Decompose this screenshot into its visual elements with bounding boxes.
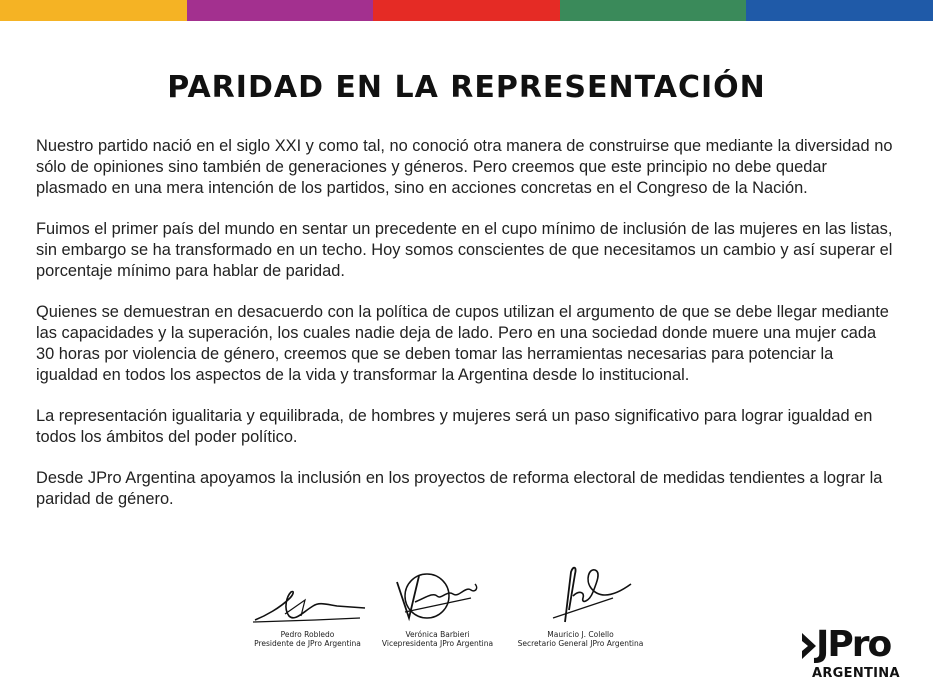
stripe-purple <box>187 0 374 21</box>
signer-name: Mauricio J. Colello <box>547 630 614 639</box>
signer-role: Vicepresidenta JPro Argentina <box>381 639 494 648</box>
color-stripe-bar <box>0 0 933 21</box>
signature-pedro-robledo-image <box>245 578 370 630</box>
signer-role: Presidente de JPro Argentina <box>254 639 361 648</box>
logo-wordmark: JPro <box>816 624 891 665</box>
signature-block-president <box>245 578 370 648</box>
signature-block-vicepresident <box>375 568 500 648</box>
jpro-logo <box>800 625 905 685</box>
paragraph-2: Fuimos el primer país del mundo en sentar un precedente en el cupo mínimo de inclusión de las mujeres en las listas, sin embargo se ha transformado en un techo. Hoy somos conscientes de que necesitamos un cambio y así superar el porcentaje mínimo para hablar de paridad. <box>36 220 893 280</box>
logo-subtitle: ARGENTINA <box>812 666 900 681</box>
stripe-yellow <box>0 0 187 21</box>
paragraph-3: Quienes se demuestran en desacuerdo con la política de cupos utilizan el argumento de que se debe llegar mediante las capacidades y la superación, los cuales nadie deja de lado. Pero en una sociedad donde muere una mujer cada 30 horas por violencia de género, creemos que se deben tomar las herramientas necesarias para potenciar la igualdad en todos los aspectos de la vida y transformar la Argentina desde lo institucional. <box>36 303 889 384</box>
paragraph-4: La representación igualitaria y equilibrada, de hombres y mujeres será un paso significativo para lograr igualdad en todos los ámbitos del poder político. <box>36 407 873 446</box>
signature-block-secretary <box>513 562 648 648</box>
stripe-red <box>373 0 560 21</box>
document-body <box>36 136 898 530</box>
signer-name: Verónica Barbieri <box>405 630 470 639</box>
signature-veronica-barbieri-image <box>375 568 500 630</box>
signer-role: Secretario General JPro Argentina <box>517 639 644 648</box>
stripe-green <box>560 0 747 21</box>
paragraph-1: Nuestro partido nació en el siglo XXI y como tal, no conoció otra manera de construirse que mediante la diversidad no sólo de opiniones sino también de generaciones y géneros. Pero creemos que este principio no debe quedar plasmado en una mera intención de los partidos, sino en acciones concretas en el Congreso de la Nación. <box>36 137 893 197</box>
stripe-blue <box>746 0 933 21</box>
document-title: PARIDAD EN LA REPRESENTACIÓN <box>167 70 766 105</box>
paragraph-5: Desde JPro Argentina apoyamos la inclusión en los proyectos de reforma electoral de medidas tendientes a lograr la paridad de género. <box>36 469 883 508</box>
signature-mauricio-colello-image <box>513 562 648 630</box>
signer-name: Pedro Robledo <box>280 630 335 639</box>
